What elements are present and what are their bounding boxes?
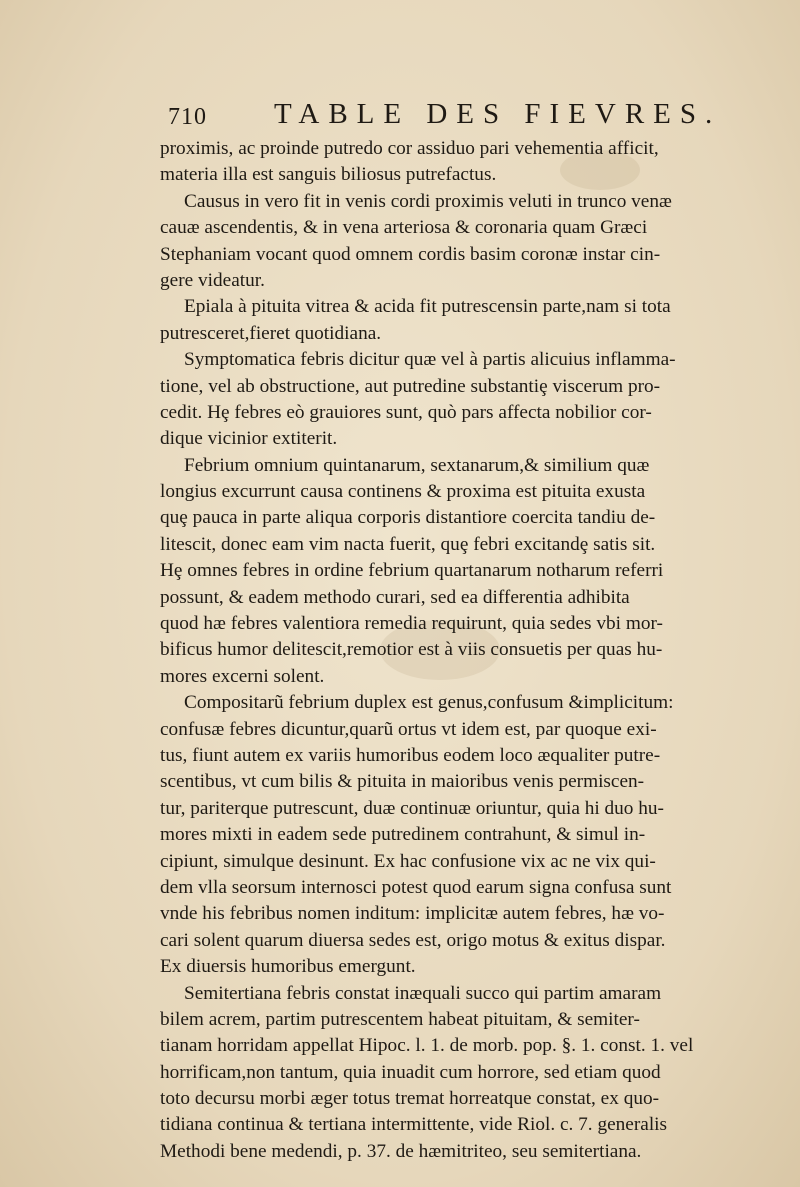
text-line: possunt, & eadem methodo curari, sed ea differentia adhibita xyxy=(160,586,630,608)
text-line: cedit. Hȩ febres eò grauiores sunt, quò pars affecta nobilior cor- xyxy=(160,401,652,423)
page-header xyxy=(168,98,728,138)
text-line: gere videatur. xyxy=(160,269,265,291)
text-line: cari solent quarum diuersa sedes est, origo motus & exitus dispar. xyxy=(160,929,666,951)
text-line: Ex diuersis humoribus emergunt. xyxy=(160,956,416,978)
text-line: quȩ pauca in parte aliqua corporis distantiore coercita tandiu de- xyxy=(160,507,656,529)
text-line: tur, pariterque putrescunt, duæ continuæ oriuntur, quia hi duo hu- xyxy=(160,797,664,819)
text-line: dem vlla seorsum internosci potest quod earum signa confusa sunt xyxy=(160,876,672,898)
text-line: Hȩ omnes febres in ordine febrium quartanarum notharum referri xyxy=(160,560,664,582)
running-title: TABLE DES FIEVRES. xyxy=(274,98,722,130)
text-line: mores mixti in eadem sede putredinem contrahunt, & simul in- xyxy=(160,824,646,846)
text-line: tus, fiunt autem ex variis humoribus eodem loco æqualiter putre- xyxy=(160,744,661,766)
text-line: cipiunt, simulque desinunt. Ex hac confusione vix ac ne vix qui- xyxy=(160,850,656,872)
text-line: putresceret,fieret quotidiana. xyxy=(160,322,382,344)
text-line: Methodi bene medendi, p. 37. de hæmitriteo, seu semitertiana. xyxy=(160,1140,642,1162)
text-line: Febrium omnium quintanarum, sextanarum,& similium quæ xyxy=(184,454,650,476)
text-line: scentibus, vt cum bilis & pituita in maioribus venis permiscen- xyxy=(160,771,645,793)
text-line: Symptomatica febris dicitur quæ vel à partis alicuius inflamma- xyxy=(184,349,676,371)
text-line: horrificam,non tantum, quia inuadit cum horrore, sed etiam quod xyxy=(160,1061,661,1083)
text-line: Epiala à pituita vitrea & acida fit putrescensin parte,nam si tota xyxy=(184,296,671,318)
text-line: Compositarũ febrium duplex est genus,confusum &implicitum: xyxy=(184,692,674,714)
text-line: litescit, donec eam vim nacta fuerit, quȩ febri excitandȩ satis sit. xyxy=(160,533,656,555)
text-line: dique vicinior extiterit. xyxy=(160,428,338,450)
text-line: tianam horridam appellat Hipoc. l. 1. de morb. pop. §. 1. const. 1. vel xyxy=(160,1035,694,1057)
text-line: tione, vel ab obstructione, aut putredine substantiȩ viscerum pro- xyxy=(160,375,661,397)
text-line: proximis, ac proinde putredo cor assiduo pari vehementia afficit, xyxy=(160,138,659,159)
text-line: materia illa est sanguis biliosus putrefactus. xyxy=(160,164,497,186)
text-line: Causus in vero fit in venis cordi proximis veluti in trunco venæ xyxy=(184,190,672,212)
text-line: toto decursu morbi æger totus tremat horreatque constat, ex quo- xyxy=(160,1088,660,1110)
body-text xyxy=(160,136,765,1165)
text-line: confusæ febres dicuntur,quarũ ortus vt idem est, par quoque exi- xyxy=(160,718,657,740)
page-number: 710 xyxy=(168,104,207,130)
text-line: tidiana continua & tertiana intermittente, vide Riol. c. 7. generalis xyxy=(160,1114,668,1136)
text-line: bilem acrem, partim putrescentem habeat pituitam, & semiter- xyxy=(160,1008,640,1030)
text-line: Semitertiana febris constat inæquali succo qui partim amaram xyxy=(184,982,662,1004)
text-line: cauæ ascendentis, & in vena arteriosa & coronaria quam Græci xyxy=(160,217,648,239)
text-line: vnde his febribus nomen inditum: implicitæ autem febres, hæ vo- xyxy=(160,903,665,925)
text-line: quod hæ febres valentiora remedia requirunt, quia sedes vbi mor- xyxy=(160,613,663,635)
text-line: longius excurrunt causa continens & proxima est pituita exusta xyxy=(160,481,646,503)
text-line: mores excerni solent. xyxy=(160,665,325,687)
text-line: Stephaniam vocant quod omnem cordis basim coronæ instar cin- xyxy=(160,243,661,265)
text-line: bificus humor delitescit,remotior est à viis consuetis per quas hu- xyxy=(160,639,663,661)
